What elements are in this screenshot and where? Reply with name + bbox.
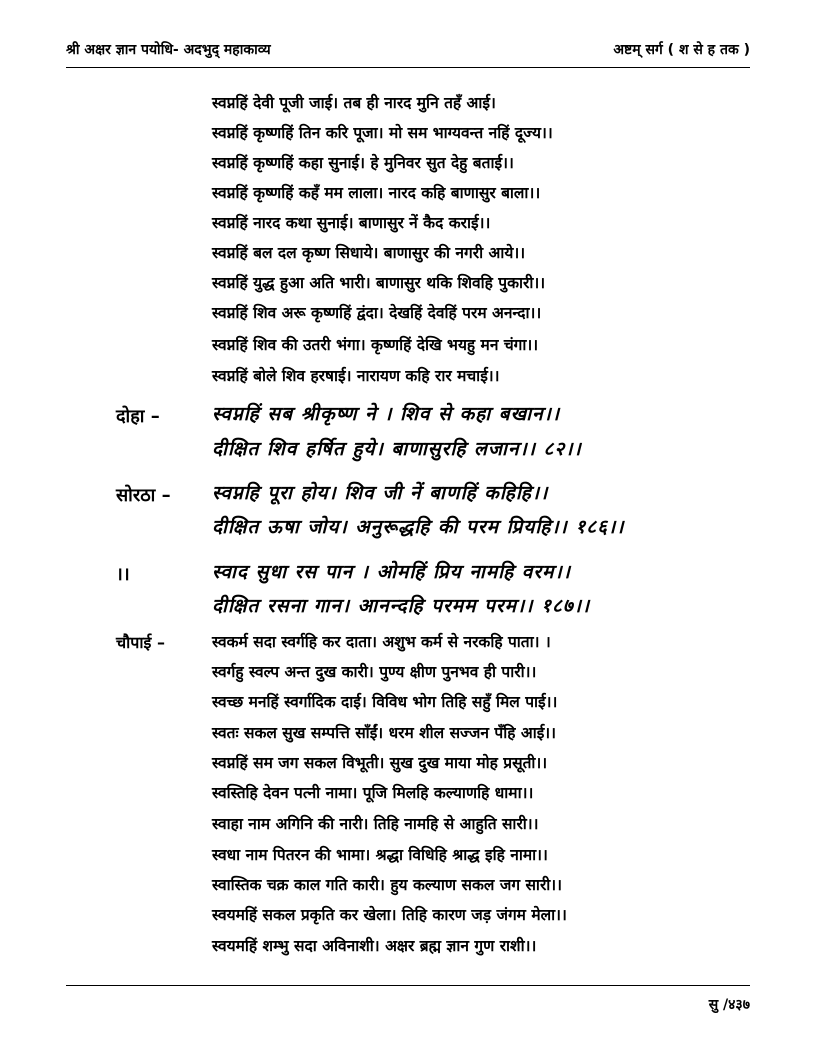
header-rule	[66, 67, 750, 68]
verse-line: स्वप्नहिं नारद कथा सुनाई। बाणासुर नें कैद कराई।।	[212, 214, 491, 232]
verse-line: स्वप्नहिं कृष्णहिं तिन करि पूजा। मो सम भाग्यवन्त नहिं दूज्य।।	[212, 124, 553, 142]
header-title: श्री अक्षर ज्ञान पयोधि- अदभुद् महाकाव्य	[66, 42, 271, 58]
chaupai-line: स्वधा नाम पितरन की भामा। श्रद्धा विधिहि श्राद्ध इहि नामा।।	[212, 846, 548, 864]
verse-line: स्वप्नहिं कृष्णहिं कहा सुनाई। हे मुनिवर सुत देहु बताई।।	[212, 154, 514, 172]
verse-line: स्वप्नहिं कृष्णहिं कहँ मम लाला। नारद कहि बाणासुर बाला।।	[212, 184, 541, 202]
couplet-line: दीक्षित रसना गान। आनन्दहि परमम परम।। १८७।।	[212, 595, 591, 617]
chaupai-line: स्वर्गहु स्वल्प अन्त दुख कारी। पुण्य क्षीण पुनभव ही पारी।।	[212, 663, 537, 681]
chaupai-line: स्वाहा नाम अगिनि की नारी। तिहि नामहि से आहुति सारी।।	[212, 815, 539, 833]
header-chapter: अष्टम् सर्ग ( श से ह तक )	[613, 42, 750, 58]
doha-line: स्वप्नहिं सब श्रीकृष्ण ने । शिव से कहा बखान।।	[212, 403, 561, 425]
chaupai-line: स्वकर्म सदा स्वर्गहि कर दाता। अशुभ कर्म से नरकहि पाता। ।	[212, 633, 551, 651]
soratha-label: सोरठा –	[116, 485, 171, 506]
chaupai-line: स्वप्नहिं सम जग सकल विभूती। सुख दुख माया मोह प्रसूती।।	[212, 754, 548, 772]
chaupai-label: चौपाई –	[116, 633, 165, 652]
verse-line: स्वप्नहिं देवी पूजी जाई। तब ही नारद मुनि तहँ आई।	[212, 94, 496, 112]
chaupai-line: स्वच्छ मनहिं स्वर्गादिक दाई। विविध भोग तिहि सहुँ मिल पाई।।	[212, 693, 558, 711]
chaupai-line: स्वस्तिहि देवन पत्नी नामा। पूजि मिलहि कल्याणहि धामा।।	[212, 784, 534, 802]
soratha-line: दीक्षित ऊषा जोय। अनुरूद्धहि की परम प्रियहि।। १८६।।	[212, 516, 625, 538]
couplet-label: ।।	[116, 564, 130, 585]
verse-line: स्वप्नहिं बोले शिव हरषाई। नारायण कहि रार मचाई।।	[212, 367, 500, 385]
page-number: सु /४३७	[708, 997, 750, 1013]
verse-line: स्वप्नहिं शिव की उतरी भंगा। कृष्णहिं देखि भयहु मन चंगा।।	[212, 336, 539, 354]
footer-rule	[66, 985, 750, 986]
chaupai-line: स्वास्तिक चक्र काल गति कारी। हुय कल्याण सकल जग सारी।।	[212, 876, 563, 894]
verse-line: स्वप्नहिं शिव अरू कृष्णहिं द्वंदा। देखहिं देवहिं परम अनन्दा।।	[212, 304, 542, 322]
verse-line: स्वप्नहिं युद्ध हुआ अति भारी। बाणासुर थकि शिवहि पुकारी।।	[212, 274, 546, 292]
verse-line: स्वप्नहिं बल दल कृष्ण सिधाये। बाणासुर की नगरी आये।।	[212, 244, 526, 262]
couplet-line: स्वाद सुधा रस पान । ओमहिं प्रिय नामहि वरम।।	[212, 561, 571, 583]
chaupai-line: स्वतः सकल सुख सम्पत्ति साँईं। धरम शील सज्जन पँहि आई।।	[212, 724, 557, 742]
chaupai-line: स्वयमहिं शम्भु सदा अविनाशी। अक्षर ब्रह्म ज्ञान गुण राशी।।	[212, 937, 537, 955]
doha-label: दोहा –	[116, 406, 160, 427]
chaupai-line: स्वयमहिं सकल प्रकृति कर खेला। तिहि कारण जड़ जंगम मेला।।	[212, 906, 567, 924]
soratha-line: स्वप्नहि पूरा होय। शिव जी नें बाणहिं कहिहि।।	[212, 482, 549, 504]
doha-line: दीक्षित शिव हर्षित हुये। बाणासुरहि लजान।। ८२।।	[212, 438, 582, 460]
